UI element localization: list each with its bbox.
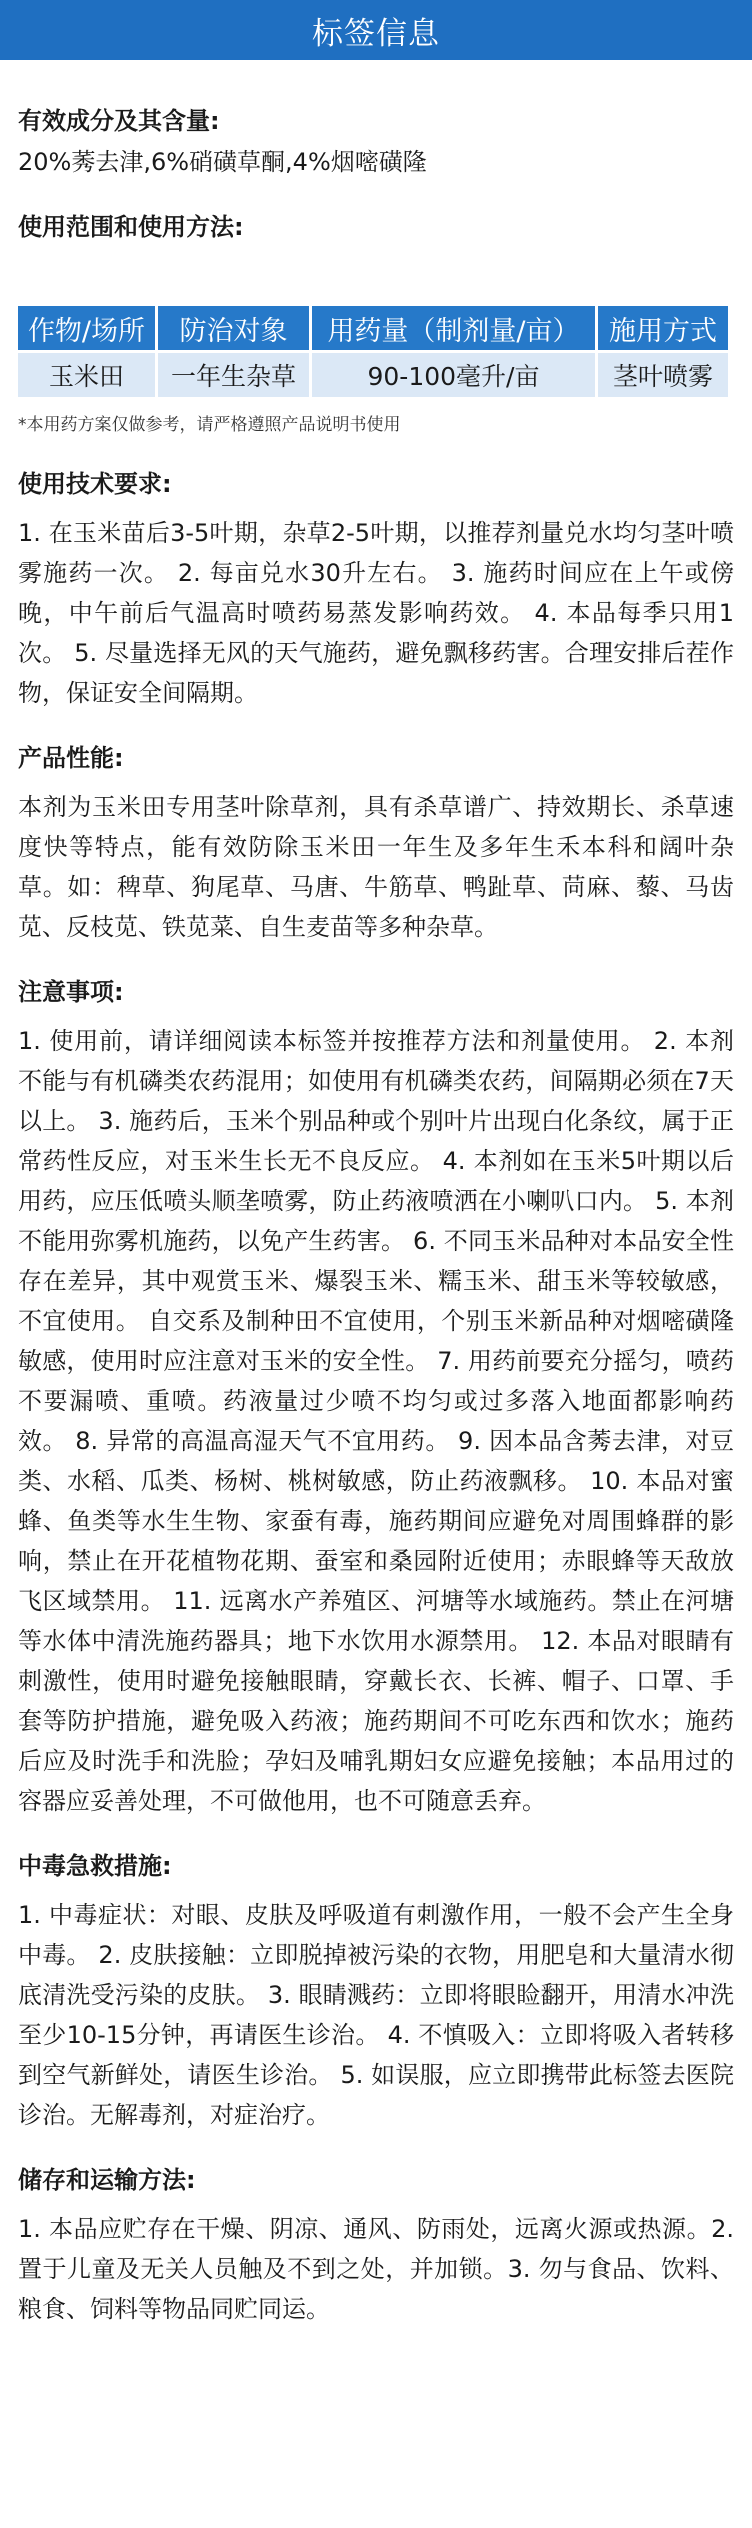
storage-text: 1. 本品应贮存在干燥、阴凉、通风、防雨处，远离火源或热源。2. 置于儿童及无关人员触及不到之处，并加锁。3. 勿与食品、饮料、粮食、饲料等物品同贮同运。	[18, 2215, 734, 2323]
column-header-crop: 作物/场所	[18, 306, 155, 353]
tech-requirements-title: 使用技术要求:	[18, 470, 172, 498]
page-title: 标签信息	[312, 15, 440, 52]
tech-requirements-text: 1. 在玉米苗后3-5叶期，杂草2-5叶期，以推荐剂量兑水均匀茎叶喷雾施药一次。 2. 每亩兑水30升左右。 3. 施药时间应在上午或傍晚，中午前后气温高时喷药易蒸发影响药效。 4. 本品每季只用1次。 5. 尽量选择无风的天气施药，避免飘移药害。合理安排后茬作物，保证安全间隔期。	[18, 519, 734, 707]
performance-text: 本剂为玉米田专用茎叶除草剂，具有杀草谱广、持效期长、杀草速度快等特点，能有效防除玉米田一年生及多年生禾本科和阔叶杂草。如：稗草、狗尾草、马唐、牛筋草、鸭趾草、苘麻、藜、马齿苋、反枝苋、铁苋菜、自生麦苗等多种杂草。	[18, 793, 734, 941]
ingredients-title: 有效成分及其含量:	[18, 107, 220, 135]
usage-footnote: *本用药方案仅做参考，请严格遵照产品说明书使用	[18, 415, 401, 435]
cell-dosage: 90-100毫升/亩	[312, 353, 595, 397]
label-content	[0, 104, 752, 2329]
cell-target: 一年生杂草	[158, 353, 309, 397]
ingredients-text: 20%莠去津,6%硝磺草酮,4%烟嘧磺隆	[18, 148, 427, 176]
usage-table-header-row	[18, 306, 728, 353]
caution-text: 1. 使用前，请详细阅读本标签并按推荐方法和剂量使用。 2. 本剂不能与有机磷类农药混用；如使用有机磷类农药，间隔期必须在7天以上。 3. 施药后，玉米个别品种或个别叶片出现白化条纹，属于正常药性反应，对玉米生长无不良反应。 4. 本剂如在玉米5叶期以后用药，应压低喷头顺垄喷雾，防止药液喷洒在小喇叭口内。 5. 本剂不能用弥雾机施药，以免产生药害。 6. 不同玉米品种对本品安全性存在差异，其中观赏玉米、爆裂玉米、糯玉米、甜玉米等较敏感，不宜使用。 自交系及制种田不宜使用，个别玉米新品种对烟嘧磺隆敏感，使用时应注意对玉米的安全性。 7. 用药前要充分摇匀，喷药不要漏喷、重喷。药液量过少喷不均匀或过多落入地面都影响药效。 8. 异常的高温高湿天气不宜用药。 9. 因本品含莠去津，对豆类、水稻、瓜类、杨树、桃树敏感，防止药液飘移。 10. 本品对蜜蜂、鱼类等水生生物、家蚕有毒，施药期间应避免对周围蜂群的影响，禁止在开花植物花期、蚕室和桑园附近使用；赤眼蜂等天敌放飞区域禁用。 11. 远离水产养殖区、河塘等水域施药。禁止在河塘等水体中清洗施药器具；地下水饮用水源禁用。 12. 本品对眼睛有刺激性，使用时避免接触眼睛，穿戴长衣、长裤、帽子、口罩、手套等防护措施，避免吸入药液；施药期间不可吃东西和饮水；施药后应及时洗手和洗脸；孕妇及哺乳期妇女应避免接触；本品用过的容器应妥善处理，不可做他用，也不可随意丢弃。	[18, 1027, 734, 1815]
cell-crop: 玉米田	[18, 353, 155, 397]
first-aid-title: 中毒急救措施:	[18, 1852, 172, 1880]
column-header-method: 施用方式	[598, 306, 728, 353]
caution-title: 注意事项:	[18, 978, 124, 1006]
column-header-dosage: 用药量（制剂量/亩）	[312, 306, 595, 353]
column-header-target: 防治对象	[158, 306, 309, 353]
usage-table-wrapper	[18, 306, 734, 397]
page-header	[0, 0, 752, 60]
usage-title: 使用范围和使用方法:	[18, 213, 244, 241]
table-row	[18, 353, 728, 397]
storage-title: 储存和运输方法:	[18, 2166, 196, 2194]
first-aid-text: 1. 中毒症状：对眼、皮肤及呼吸道有刺激作用，一般不会产生全身中毒。 2. 皮肤接触：立即脱掉被污染的衣物，用肥皂和大量清水彻底清洗受污染的皮肤。 3. 眼睛溅药：立即将眼睑翻开，用清水冲洗至少10-15分钟，再请医生诊治。 4. 不慎吸入：立即将吸入者转移到空气新鲜处，请医生诊治。 5. 如误服，应立即携带此标签去医院诊治。无解毒剂，对症治疗。	[18, 1901, 734, 2129]
usage-table	[15, 306, 731, 397]
performance-title: 产品性能:	[18, 744, 124, 772]
cell-method: 茎叶喷雾	[598, 353, 728, 397]
